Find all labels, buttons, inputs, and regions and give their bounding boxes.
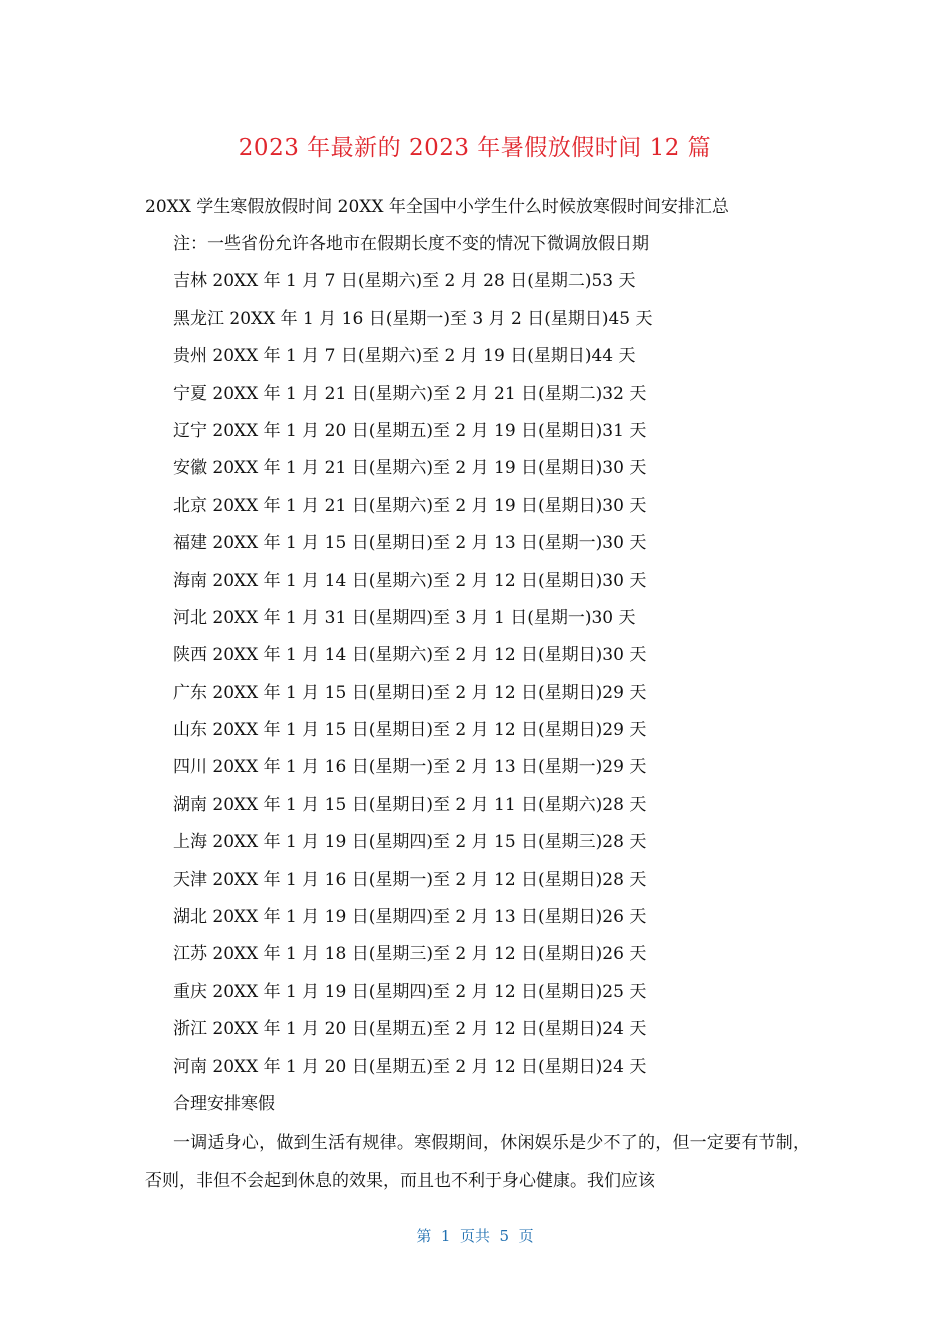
page-footer: 第 1 页共 5 页 — [416, 1227, 534, 1245]
list-item: 宁夏 20XX 年 1 月 21 日(星期六)至 2 月 21 日(星期二)32 天 — [173, 383, 647, 404]
list-item: 北京 20XX 年 1 月 21 日(星期六)至 2 月 19 日(星期日)30 天 — [173, 495, 647, 516]
list-item: 陕西 20XX 年 1 月 14 日(星期六)至 2 月 12 日(星期日)30 天 — [173, 645, 647, 666]
list-item: 天津 20XX 年 1 月 16 日(星期一)至 2 月 12 日(星期日)28 天 — [173, 869, 647, 890]
document-title: 2023 年最新的 2023 年暑假放假时间 12 篇 — [238, 135, 712, 161]
list-item: 河北 20XX 年 1 月 31 日(星期四)至 3 月 1 日(星期一)30 天 — [173, 607, 636, 628]
list-item: 四川 20XX 年 1 月 16 日(星期一)至 2 月 13 日(星期一)29 天 — [173, 757, 647, 778]
list-item: 湖南 20XX 年 1 月 15 日(星期日)至 2 月 11 日(星期六)28 天 — [173, 794, 647, 815]
list-item: 吉林 20XX 年 1 月 7 日(星期六)至 2 月 28 日(星期二)53 天 — [173, 271, 636, 292]
list-item: 上海 20XX 年 1 月 19 日(星期四)至 2 月 15 日(星期三)28 天 — [173, 832, 647, 853]
list-item: 贵州 20XX 年 1 月 7 日(星期六)至 2 月 19 日(星期日)44 天 — [173, 346, 636, 367]
list-item: 浙江 20XX 年 1 月 20 日(星期五)至 2 月 12 日(星期日)24 天 — [173, 1019, 647, 1040]
list-item: 福建 20XX 年 1 月 15 日(星期日)至 2 月 13 日(星期一)30 天 — [173, 533, 647, 554]
list-item: 辽宁 20XX 年 1 月 20 日(星期五)至 2 月 19 日(星期日)31 天 — [173, 420, 647, 441]
list-item: 河南 20XX 年 1 月 20 日(星期五)至 2 月 12 日(星期日)24 天 — [173, 1056, 647, 1077]
list-item: 江苏 20XX 年 1 月 18 日(星期三)至 2 月 12 日(星期日)26 天 — [173, 944, 647, 965]
list-item: 安徽 20XX 年 1 月 21 日(星期六)至 2 月 19 日(星期日)30 天 — [173, 458, 647, 479]
list-item: 重庆 20XX 年 1 月 19 日(星期四)至 2 月 12 日(星期日)25 天 — [173, 981, 647, 1002]
list-item: 湖北 20XX 年 1 月 19 日(星期四)至 2 月 13 日(星期日)26 天 — [173, 907, 647, 928]
body-paragraph: 一调适身心，做到生活有规律。寒假期间，休闲娱乐是少不了的，但一定要有节制，否则，非但不会起到休息的效果，而且也不利于身心健康。我们应该 — [145, 1133, 810, 1191]
section-heading: 合理安排寒假 — [173, 1093, 275, 1114]
vacation-schedule-list — [173, 229, 653, 1126]
list-item: 黑龙江 20XX 年 1 月 16 日(星期一)至 3 月 2 日(星期日)45 天 — [173, 308, 653, 329]
note-line: 注：一些省份允许各地市在假期长度不变的情况下微调放假日期 — [173, 234, 649, 254]
intro-line: 20XX 学生寒假放假时间 20XX 年全国中小学生什么时候放寒假时间安排汇总 — [145, 197, 729, 217]
list-item: 广东 20XX 年 1 月 15 日(星期日)至 2 月 12 日(星期日)29 天 — [173, 682, 647, 703]
list-item: 山东 20XX 年 1 月 15 日(星期日)至 2 月 12 日(星期日)29 天 — [173, 720, 647, 741]
list-item: 海南 20XX 年 1 月 14 日(星期六)至 2 月 12 日(星期日)30 天 — [173, 570, 647, 591]
